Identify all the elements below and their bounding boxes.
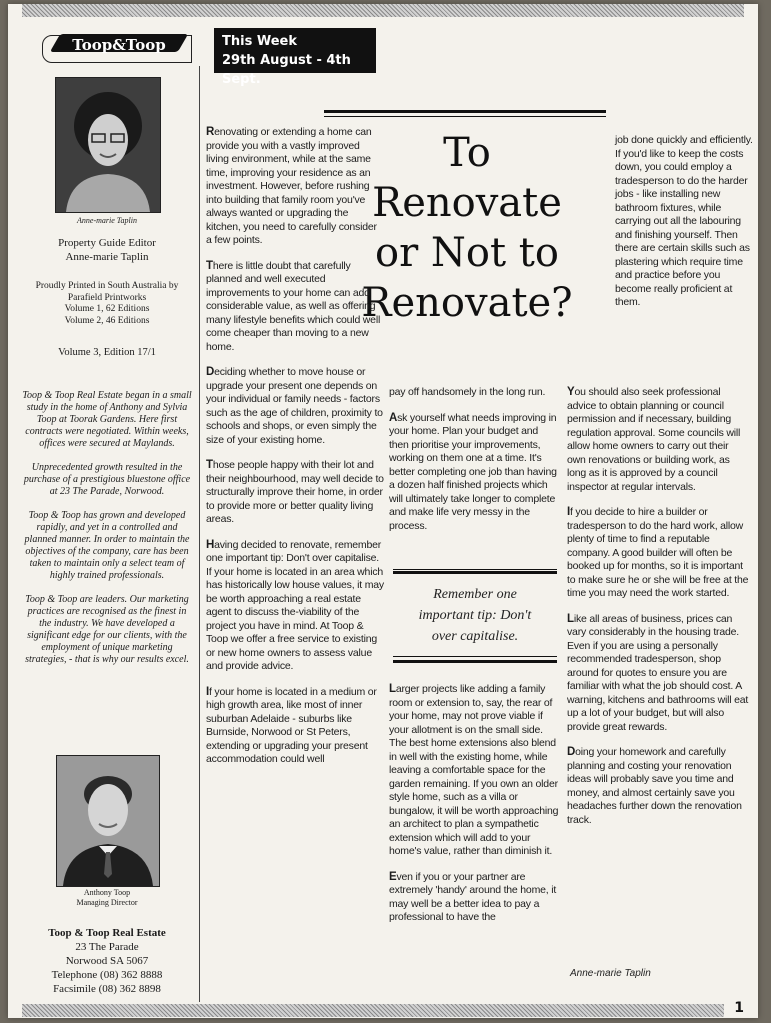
contact-block	[22, 926, 192, 996]
paragraph-text: f your home is located in a medium or high growth area, like most of inner suburban Adelaide - suburbs like Burnside, Norwood or St Peters, extending or upgrading your present accommodation could well	[206, 685, 377, 765]
article-column-2-bottom	[389, 683, 559, 937]
page-number: 1	[734, 1000, 744, 1016]
newsletter-page	[8, 4, 758, 1018]
about-company	[22, 390, 192, 678]
article-paragraph	[567, 386, 749, 494]
printed-line: Volume 1, 62 Editions	[64, 304, 150, 314]
drop-letter: R	[206, 126, 215, 138]
drop-letter: T	[206, 459, 213, 471]
director-photo	[56, 755, 160, 887]
article-paragraph	[389, 683, 559, 859]
article-paragraph	[389, 386, 559, 400]
article-paragraph	[206, 459, 384, 527]
article-paragraph	[615, 134, 758, 310]
printed-line: Proudly Printed in South Australia by	[35, 281, 179, 291]
drop-letter: I	[567, 506, 570, 518]
drop-letter: I	[206, 685, 209, 698]
paragraph-text: aving decided to renovate, remember one important tip: Don't over capitalise. If your home is located in an area which has historically low house values, it may be worth approaching a real estate agent to discuss the-viability of the project you have in mind. At Toop & Toop we offer a free service to existing or new home owners to assess value and provide advice.	[206, 538, 384, 672]
address-street: 23 The Parade	[75, 941, 139, 953]
top-hatch-band	[22, 4, 744, 17]
paragraph-text: ou should also seek professional advice to obtain planning or council permission and if necessary, building regulation approval. Some councils will allow home owners to carry out their own renovations or building work, as long as it is approved by a council inspector at regular intervals.	[567, 386, 741, 493]
paragraph-text: hose people happy with their lot and their neighbourhood, may well decide to structurally improve their home, in order to provide more or better quality living areas.	[206, 459, 384, 525]
about-paragraph: Toop & Toop are leaders. Our marketing practices are recognised as the finest in the industry. We have developed a significant edge for our clients, with the employment of unique marketing strategies, - that is why our results excel.	[25, 594, 189, 665]
editor-block	[22, 236, 192, 264]
title-line: To	[443, 130, 491, 176]
this-week-dates: 29th August - 4th Sept.	[222, 53, 351, 87]
title-rule-thick	[324, 110, 606, 113]
article-column-1	[206, 126, 384, 779]
this-week-box	[214, 28, 376, 87]
drop-letter: D	[567, 746, 576, 758]
article-column-3-top	[615, 134, 758, 322]
article-author: Anne-marie Taplin	[570, 968, 651, 979]
paragraph-text: here is little doubt that carefully planned and well executed improvements to your home can add considerable value, as well as offering many lifestyle benefits which could well come cheaper than moving to a new home.	[206, 259, 381, 353]
director-name: Anthony Toop	[83, 888, 131, 897]
about-paragraph: Unprecedented growth resulted in the purchase of a prestigious bluestone office at 23 The Parade, Norwood.	[23, 462, 191, 497]
paragraph-text: f you decide to hire a builder or tradesperson to do the hard work, allow plenty of time to find a reputable company. A good builder will often be booked up for months, so it is important to make sure he or she will be free at the time you may need the work started.	[567, 506, 749, 599]
about-paragraph: Toop & Toop Real Estate began in a small study in the home of Anthony and Sylvia Toop at Toorak Gardens. Here first contracts were negotiated. Within weeks, offices were secured at Maylands.	[22, 390, 192, 449]
paragraph-text: arger projects like adding a family room or extension to, say, the rear of your home, may not prove viable if your allotment is on the small side. The best home extensions also blend in well with the existing home, while leaving a comfortable space for the garden remaining. If you own an older style home, such as a villa or bungalow, it will be worth approaching an architect to plan a sympathetic extension which will add to your home's value, rather than diminish it.	[389, 683, 559, 857]
article-column-3-bottom	[567, 386, 749, 839]
address-city: Norwood SA 5067	[65, 955, 149, 967]
quote-rule-thick	[393, 660, 557, 663]
pull-quote-text	[393, 584, 557, 647]
editor-role: Property Guide Editor	[58, 237, 156, 249]
article-column-2-top	[389, 386, 559, 545]
paragraph-text: sk yourself what needs improving in your home. Plan your budget and then prioritise your improvements, working on them one at a time. It's better completing one job than having a dozen half finished projects which will ultimately take longer to complete and make life very messy in the process.	[389, 411, 557, 532]
facsimile: Facsimile (08) 362 8898	[53, 983, 161, 995]
drop-letter: Y	[567, 386, 575, 398]
printed-block	[22, 281, 192, 327]
article-paragraph	[389, 871, 559, 925]
editor-name: Anne-marie Taplin	[65, 251, 149, 263]
article-paragraph	[206, 366, 384, 447]
editor-caption: Anne-marie Taplin	[77, 216, 137, 225]
title-rule-thin	[324, 116, 606, 117]
title-line: Renovate	[372, 180, 562, 226]
drop-letter: L	[389, 683, 396, 695]
drop-letter: L	[567, 612, 574, 625]
paragraph-text: ike all areas of business, prices can vary considerably in the housing trade. Even if you are using a personally recommended tradesperson, shop around for quotes to ensure you are familiar with what the job should cost. A warning, kitchens and bathrooms will eat up a lot of your budget, but will also provide great rewards.	[567, 612, 749, 733]
company-name: Toop & Toop Real Estate	[48, 927, 166, 939]
telephone: Telephone (08) 362 8888	[51, 969, 163, 981]
article-paragraph	[206, 686, 384, 767]
logo-text: Toop&Toop	[72, 36, 166, 54]
article-paragraph	[567, 506, 749, 601]
article-paragraph	[206, 539, 384, 674]
printed-line: Parafield Printworks	[67, 292, 147, 303]
pull-quote	[393, 569, 557, 663]
volume-edition: Volume 3, Edition 17/1	[58, 347, 156, 358]
paragraph-text: eciding whether to move house or upgrade your present one depends on your individual or family needs - factors such as the age of children, proximity to schools and shops, or even simply the size of your existing home.	[206, 366, 383, 446]
article-paragraph	[206, 260, 384, 355]
sidebar-divider	[199, 66, 200, 1002]
this-week-label: This Week	[222, 34, 297, 49]
bottom-hatch-band	[22, 1004, 724, 1017]
drop-letter: T	[206, 259, 213, 272]
editor-photo	[55, 77, 161, 213]
printed-line: Volume 2, 46 Editions	[64, 315, 150, 326]
article-paragraph	[567, 613, 749, 735]
drop-letter: E	[389, 870, 397, 883]
article-paragraph	[567, 746, 749, 827]
paragraph-text: oing your homework and carefully planning and costing your renovation ideas will probably save you time and money, and almost certainly save you headaches further down the renovation track.	[567, 746, 742, 826]
drop-letter: A	[389, 411, 398, 424]
quote-rule-thin	[393, 656, 557, 657]
drop-letter: H	[206, 538, 215, 551]
drop-letter: D	[206, 366, 215, 378]
paragraph-text: pay off handsomely in the long run.	[389, 386, 546, 398]
toop-logo	[42, 35, 192, 63]
paragraph-text: enovating or extending a home can provide you with a vastly improved living environment, while at the same time, improving your residence as an investment. However, before rushing into building that family room you've always wanted or upgrading the kitchen, you need to carefully consider a few points.	[206, 126, 377, 246]
article-paragraph	[389, 412, 559, 534]
title-line: or Not to	[375, 230, 559, 276]
quote-line: important tip: Don't	[418, 608, 532, 623]
director-caption	[22, 888, 192, 908]
quote-rule-top	[393, 570, 557, 574]
quote-line: Remember one	[433, 587, 517, 602]
director-title: Managing Director	[76, 898, 138, 907]
article-paragraph	[206, 126, 384, 248]
title-line: Renovate?	[361, 280, 573, 326]
paragraph-text: ven if you or your partner are extremely 'handy' around the home, it may well be a better idea to pay a professional to have the	[389, 870, 557, 923]
paragraph-text: job done quickly and efficiently. If you'd like to keep the costs down, you could employ a tradesperson to do the harder jobs - like installing new bathroom fixtures, while carrying out all the labouring and finishing yourself. Then there are certain skills such as plastering which require time and practice before you become really proficient at them.	[615, 134, 753, 308]
quote-line: over capitalise.	[431, 629, 519, 644]
about-paragraph: Toop & Toop has grown and developed rapidly, and yet in a controlled and planned manner. In order to maintain the objectives of the company, care has been taken to maintain only a select team of highly trained professionals.	[24, 510, 190, 581]
